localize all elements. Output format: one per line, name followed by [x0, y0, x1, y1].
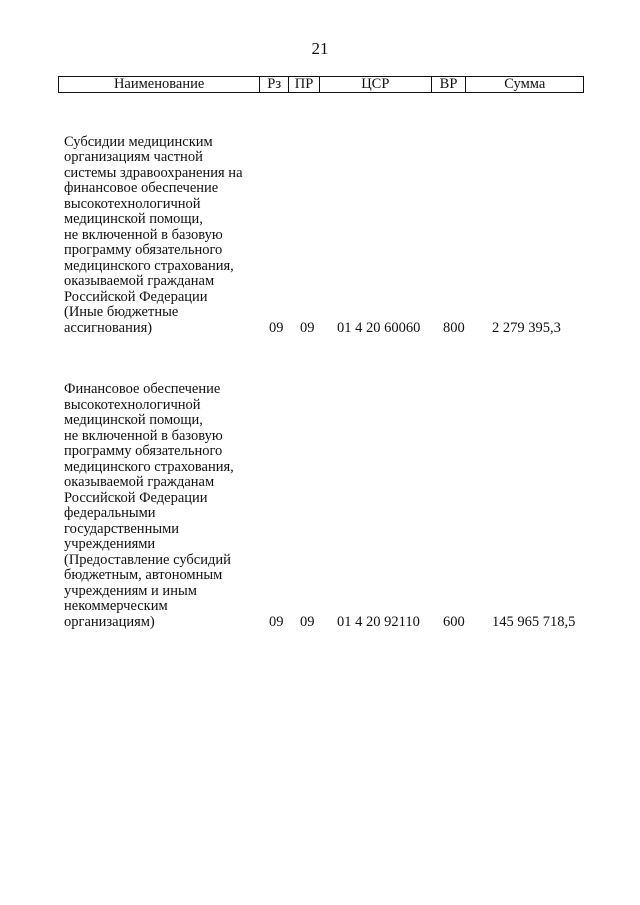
header-pr: ПР: [289, 77, 320, 92]
header-rz: Рз: [260, 77, 289, 92]
row-vr: 600: [443, 613, 465, 630]
row-csr: 01 4 20 60060: [337, 319, 421, 336]
table-header: [58, 76, 584, 93]
row-name: Субсидии медицинским организациям частной системы здравоохранения на финансовое обеспечение высокотехнологичной медицинской помощи, не включенной в базовую программу обязательного медицинского страхования, оказываемой гражданам Российской Федерации (Иные бюджетные ассигнования): [64, 133, 243, 336]
header-name: Наименование: [59, 77, 260, 92]
page-number: 21: [311, 39, 329, 58]
row-csr: 01 4 20 92110: [337, 613, 420, 630]
table-row: [0, 355, 640, 630]
row-pr: 09: [300, 613, 315, 630]
row-vr: 800: [443, 319, 465, 336]
header-vr: ВР: [432, 77, 467, 92]
row-rz: 09: [269, 613, 284, 630]
row-sum: 2 279 395,3: [492, 319, 561, 336]
row-sum: 145 965 718,5: [492, 613, 576, 630]
row-pr: 09: [300, 319, 315, 336]
row-name: Финансовое обеспечение высокотехнологичной медицинской помощи, не включенной в базовую программу обязательного медицинского страхования, оказываемой гражданам Российской Федерации федеральными государственными учреждениями (Предоставление субсидий бюджетным, автономным учреждениям и иным некоммерческим организациям): [64, 381, 234, 630]
header-sum: Сумма: [504, 77, 546, 92]
header-csr: ЦСР: [320, 77, 432, 92]
table-row: [0, 110, 640, 336]
row-rz: 09: [269, 319, 284, 336]
